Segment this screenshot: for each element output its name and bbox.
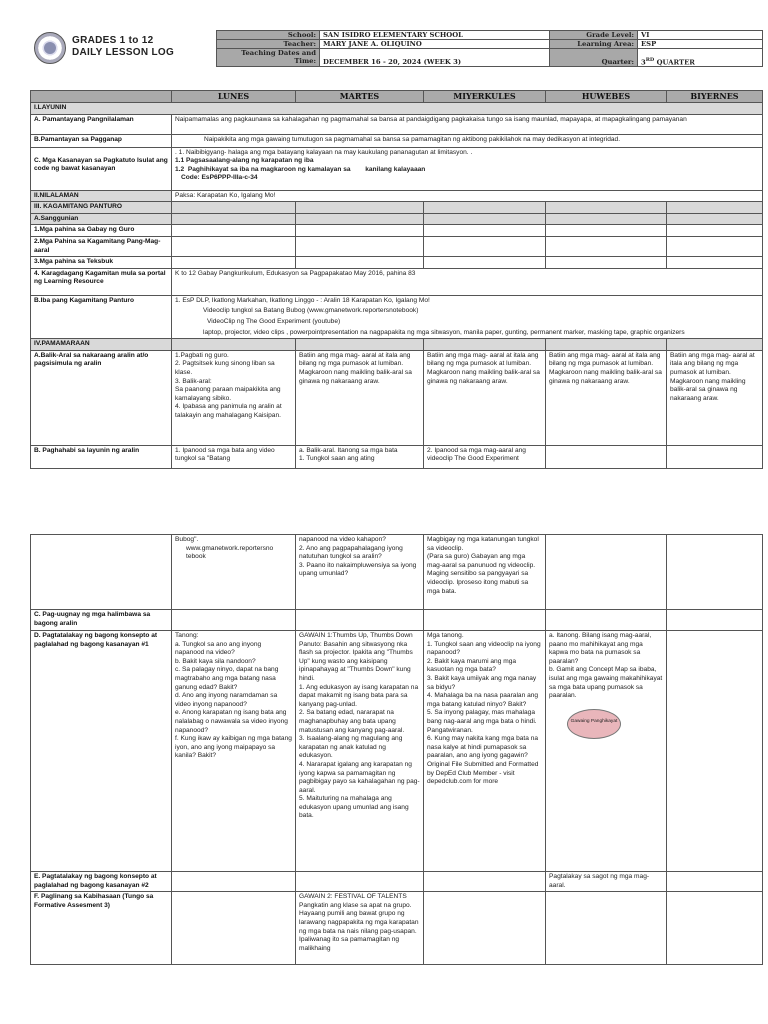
iba-cell: [172, 295, 763, 338]
grade-value: VI: [638, 31, 763, 40]
teacher-label: Teacher:: [217, 40, 320, 49]
day-header-martes: MARTES: [296, 91, 424, 103]
pamantayan-pagganap-text: Naipakikita ang mga gawaing tumutugon sa pagmamahal sa bansa sa pamamagitan ng aktibong pakikilahok na may dedikasyon at integridad.: [172, 134, 763, 147]
concept-map-oval: Gawaing Panghikayat: [567, 709, 621, 739]
quarter-value: 3RD QUARTER: [638, 49, 763, 67]
teksbuk-label: 3.Mga pahina sa Teksbuk: [31, 257, 172, 269]
f-martes: GAWAIN 2: FESTIVAL OF TALENTS Pangkatin ang klase sa apat na grupo. Hayaang pumili ang bawat grupo ng larawang nagpapakita ng mga karapatan ng mga bata na nais nilang pag-usapan. Ipaliwanag ito sa pamamagitan ng malikhaing: [296, 892, 424, 965]
continued-label-cell: [31, 535, 172, 610]
title-line-1: GRADES 1 to 12: [72, 35, 154, 46]
kasanayan-cell: [172, 147, 763, 190]
section-layunin: I.LAYUNIN: [31, 103, 763, 115]
iba-line-1: 1. EsP DLP, Ikatlong Markahan, Ikatlong Linggo - : Aralin 18 Karapatan Ko, Igalang Mo!: [175, 296, 430, 304]
school-value: SAN ISIDRO ELEMENTARY SCHOOL: [320, 31, 550, 40]
dates-value: DECEMBER 16 - 20, 2024 (WEEK 3): [320, 49, 550, 67]
pamantayan-pagganap-label: B.Pamantayan sa Pagganap: [31, 134, 172, 147]
balik-aral-label: A.Balik-Aral sa nakaraang aralin at/o pagsisimula ng aralin: [31, 350, 172, 445]
area-value: ESP: [638, 40, 763, 49]
nilalaman-text: Paksa: Karapatan Ko, Igalang Mo!: [172, 190, 763, 202]
kasanayan-code: Code: EsP6PPP-IIIa-c-34: [181, 174, 258, 182]
kagamitan-label: III. KAGAMITANG PANTURO: [31, 202, 172, 214]
e-huwebes: Pagtalakay sa sagot ng mga mag-aaral.: [546, 872, 667, 892]
cont-martes: napanood na video kahapon? 2. Ano ang pagpapahalagang iyong natutuhan tungkol sa aralin? 3. Paano ito nakaimpluwensiya sa iyong upang umunlad?: [296, 535, 424, 610]
pamantayan-nilalaman-text: Naipamamalas ang pagkaunawa sa kahalagahan ng pagmamahal sa bansa at pandaigdigang pagkakaisa tungo sa isang maunlad, mapayapa, at mapagkalingang pamayanan: [172, 114, 763, 134]
balik-miyerkules: Batiin ang mga mag- aaral at itala ang bilang ng mga pumasok at lumiban. Magkaroon nang maikling balik-aral sa ginawa ng nakaraang araw.: [424, 350, 546, 445]
d-martes: GAWAIN 1:Thumbs Up, Thumbs Down Panuto: Basahin ang sitwasyong nka flash sa projector. Ipakita ang "Thumbs Up" kung wasto ang kaisipang ipinapahayag at "Thumbs Down" kung hindi. 1. Ang edukasyon ay isang karapatan na dapat makamit ng isang bata para sa kanyang pag-unlad. 2. Sa batang edad, nararapat na maghanapbuhay ang bata upang matustusan ang kanyang pag-aaral. 3. Isaalang-alang ng magulang ang karapatan ng anak katulad ng edukasyon. 4. Nararapat igalang ang karapatan ng iyong kapwa sa pamamagitan ng pagbibigay payo sa kahalagahan ng pag-aaral. 5. Maituturing na mahalaga ang edukasyon upang umunlad ang isang bata.: [296, 631, 424, 872]
balik-biyernes: Batiin ang mga mag- aaral at itala ang bilang ng mga pumasok at lumiban. Magkaroon nang maikling balik-aral sa ginawa ng nakaraang araw.: [667, 350, 763, 445]
title-line-2: DAILY LESSON LOG: [72, 47, 175, 58]
cont-miyerkules: Magbigay ng mga katanungan tungkol sa videoclip. (Para sa guro) Gabayan ang mga mag-aaral sa panunuod ng videoclip. Maging sensitibo sa pangyayari sa videoclip. Iproseso itong mabuti sa mga bata.: [424, 535, 546, 610]
area-label: Learning Area:: [550, 40, 638, 49]
paguugnay-label: C. Pag-uugnay ng mga halimbawa sa bagong aralin: [31, 610, 172, 631]
balik-huwebes: Batiin ang mga mag- aaral at itala ang bilang ng mga pumasok at lumiban. Magkaroon nang maikling balik-aral sa ginawa ng nakaraang araw.: [546, 350, 667, 445]
karagdagang-text: K to 12 Gabay Pangkurikulum, Edukasyon sa Pagpapakatao May 2016, pahina 83: [172, 268, 763, 295]
kasanayan-line-3: 1.2 Paghihikayat sa iba na magkaroon ng kamalayan sa kanilang kalayaaan: [175, 165, 426, 173]
paglinang-label: F. Paglinang sa Kabihasaan (Tungo sa Formative Assesment 3): [31, 892, 172, 965]
kasanayan-line-1: . 1. Naibibigyang- halaga ang mga batayang kalayaan na may kaukulang pananagutan at limitasyon. .: [175, 148, 473, 156]
balik-lunes: 1.Pagbati ng guro. 2. Pagtsitsek kung sinong liban sa klase. 3. Balik-aral: Sa paanong paraan maipakikita ang kamalayang sibiko. 4. Ipabasa ang panimula ng aralin at talakayin ang mahalagang Kaisipan.: [172, 350, 296, 445]
sanggunian-label: A.Sanggunian: [31, 213, 172, 225]
karagdagang-label: 4. Karagdagang Kagamitan mula sa portal ng Learning Resource: [31, 268, 172, 295]
d-miyerkules: Mga tanong. 1. Tungkol saan ang videoclip na iyong napanood? 2. Bakit kaya marumi ang mga kasuotan ng mga bata? 3. Bakit kaya umiiyak ang mga nanay sa bidyu? 4. Mahalaga ba na nasa paaralan ang mga batang katulad ninyo? Bakit? 5. Sa inyong palagay, mas mahalaga bang nag-aaral ang mga bata o hindi. Pangatwiranan. 6. Kung may nakita kang mga bata na nasa kalye at hindi pumapasok sa paaralan, ano ang iyong gagawin? Original File Submitted and Formatted by DepEd Club Member - visit depedclub.com for more: [424, 631, 546, 872]
kasanayan-label: C. Mga Kasanayan sa Pagkatuto Isulat ang code ng bawat kasanayan: [31, 147, 172, 190]
pamamaraan-label: IV.PAMAMARAAN: [31, 339, 172, 351]
paghahabi-label: B. Paghahabi sa layunin ng aralin: [31, 445, 172, 468]
iba-line-4: laptop, projector, video clips , powerpointpresentation na nagpapakita ng mga sitwasyon, manila paper, gunting, permanent marker, masking tape, graphic organizers: [203, 328, 685, 336]
iba-line-3: VideoClip ng The Good Experiment (youtube): [207, 317, 341, 325]
pagtatalakay-2-label: E. Pagtatalakay ng bagong konsepto at paglalahad ng bagong kasanayan #2: [31, 872, 172, 892]
d-huwebes-cell: [546, 631, 667, 872]
gabay-label: 1.Mga pahina sa Gabay ng Guro: [31, 225, 172, 237]
document-title: [72, 35, 174, 59]
d-lunes: Tanong: a. Tungkol sa ano ang inyong napanood na video? b. Bakit kaya sila nandoon? c. Sa palagay ninyo, dapat na bang magtrabaho ang mga batang nasa ganung edad? Bakit? d. Ano ang inyong naramdaman sa video inyong napanood? e. Anong karapatan ng isang bata ang nalalabag o nawawala sa video inyong napanood? f. Kung ikaw ay kaibigan ng mga batang iyon, ano ang iyong maipapayo sa kanila? Bakit?: [172, 631, 296, 872]
corner-cell: [31, 91, 172, 103]
dates-label: Teaching Dates and Time:: [217, 49, 320, 67]
kagamitan-pang-label: 2.Mga Pahina sa Kagamitang Pang-Mag-aaral: [31, 236, 172, 256]
lesson-log-header: [30, 30, 762, 70]
balik-martes: Batiin ang mga mag- aaral at itala ang bilang ng mga pumasok at lumiban. Magkaroon nang maikling balik-aral sa ginawa ng nakaraang araw.: [296, 350, 424, 445]
lesson-table-page-2: [30, 534, 762, 965]
iba-label: B.Iba pang Kagamitang Panturo: [31, 295, 172, 338]
iba-line-2: Videoclip tungkol sa Batang Bubog (www.gmanetwork.reportersnotebook): [203, 307, 419, 315]
deped-seal-logo: [34, 32, 66, 64]
header-info-table: [216, 30, 763, 67]
cont-lunes: Bubog". www.gmanetwork.reportersno tebook: [172, 535, 296, 610]
paghahabi-martes: a. Balik-aral. Itanong sa mga bata 1. Tungkol saan ang ating: [296, 445, 424, 468]
day-header-biyernes: BIYERNES: [667, 91, 763, 103]
paghahabi-lunes: 1. Ipanood sa mga bata ang video tungkol sa "Batang: [172, 445, 296, 468]
quarter-label: Quarter:: [550, 49, 638, 67]
school-label: School:: [217, 31, 320, 40]
teacher-value: MARY JANE A. OLIQUINO: [320, 40, 550, 49]
day-header-lunes: LUNES: [172, 91, 296, 103]
lesson-table-page-1: [30, 90, 762, 469]
paghahabi-miyerkules: 2. Ipanood sa mga mag-aaral ang videoclip The Good Experiment: [424, 445, 546, 468]
pagtatalakay-1-label: D. Pagtatalakay ng bagong konsepto at paglalahad ng bagong kasanayan #1: [31, 631, 172, 872]
day-header-huwebes: HUWEBES: [546, 91, 667, 103]
pamantayan-nilalaman-label: A. Pamantayang Pangnilalaman: [31, 114, 172, 134]
day-header-miyerkules: MIYERKULES: [424, 91, 546, 103]
kasanayan-line-2: 1.1 Pagsasaalang-alang ng karapatan ng iba: [175, 157, 314, 165]
nilalaman-label: II.NILALAMAN: [31, 190, 172, 202]
d-huwebes: a. Itanong. Bilang isang mag-aaral, paano mo mahihikayat ang mga kapwa mo bata na pumasok sa paaralan? b. Gamit ang Concept Map sa ibaba, isulat ang mga gawaing makahihikayat sa mga bata upang pumasok sa paaralan.: [549, 632, 663, 700]
grade-label: Grade Level:: [550, 31, 638, 40]
